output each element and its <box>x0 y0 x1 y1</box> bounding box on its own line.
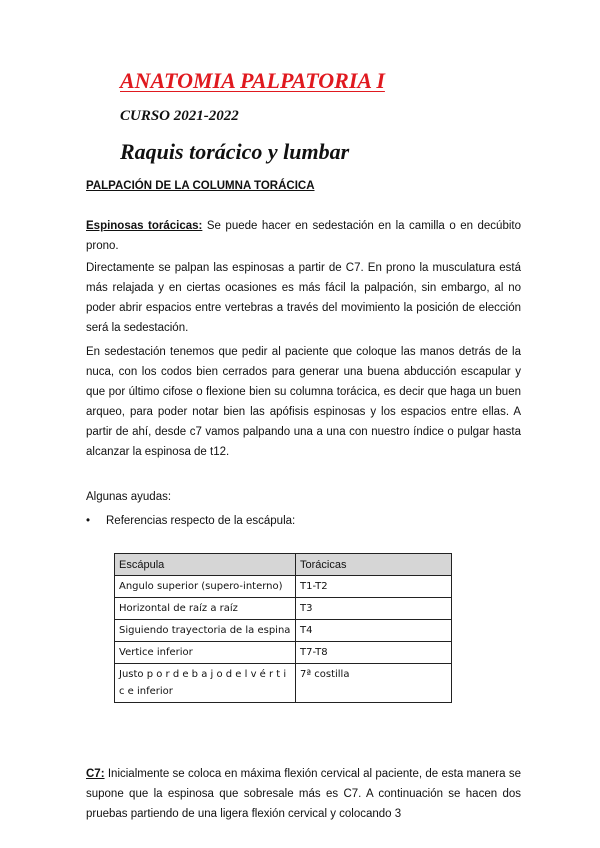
table-row <box>115 598 452 620</box>
table-row <box>115 620 452 642</box>
table-cell: Horizontal de raíz a raíz <box>115 598 296 620</box>
table-row <box>115 664 452 703</box>
table-cell: Siguiendo trayectoria de la espina <box>115 620 296 642</box>
c7-text: Inicialmente se coloca en máxima flexión cervical al paciente, de esta manera se supone que la espinosa que sobresale más es C7. A continuación se hacen dos pruebas partiendo de una ligera flexión cervical y colocando 3 <box>86 768 521 820</box>
bullet-item <box>86 511 295 531</box>
document-title: ANATOMIA PALPATORIA I <box>120 68 385 93</box>
table-row <box>115 642 452 664</box>
table-header-row <box>115 554 452 576</box>
bullet-text: Referencias respecto de la escápula: <box>106 515 296 527</box>
course-year: CURSO 2021-2022 <box>120 108 239 124</box>
table-row <box>115 576 452 598</box>
table-cell: Angulo superior (supero-interno) <box>115 576 296 598</box>
table-cell: T3 <box>296 598 452 620</box>
table-cell: T1-T2 <box>296 576 452 598</box>
espinosas-text: Se puede hacer en sedestación en la camilla o en decúbito prono. <box>86 220 521 252</box>
paragraph-espinosas <box>86 216 521 256</box>
bullet-icon: • <box>86 515 91 527</box>
table-header-escapula: Escápula <box>115 554 296 576</box>
document-subtitle: Raquis torácico y lumbar <box>120 139 350 164</box>
paragraph-palpacion: Directamente se palpan las espinosas a partir de C7. En prono la musculatura está más relajada y en ciertas ocasiones es más fácil la palpación, sin embargo, al no poder abrir espacios entre vertebras a través del movimiento la posición de elección será la sedestación. <box>86 262 521 334</box>
section-heading: PALPACIÓN DE LA COLUMNA TORÁCICA <box>86 180 315 192</box>
reference-table <box>114 553 452 703</box>
paragraph-c7 <box>86 764 521 824</box>
table-cell: Justo p o r d e b a j o d e l v é r t i c e inferior <box>115 664 296 703</box>
table-header-toracicas: Torácicas <box>296 554 452 576</box>
paragraph-sedestacion: En sedestación tenemos que pedir al paciente que coloque las manos detrás de la nuca, con los codos bien cerrados para generar una buena abducción escapular y que por último cifose o flexione bien su columna torácica, es decir que haga un buen arqueo, para poder notar bien las apófisis espinosas y los espacios entre ellas. A partir de ahí, desde c7 vamos palpando una a una con nuestro índice o pulgar hasta alcanzar la espinosa de t12. <box>86 346 521 458</box>
table-cell: T7-T8 <box>296 642 452 664</box>
table-cell: 7ª costilla <box>296 664 452 703</box>
c7-label: C7: <box>86 768 105 780</box>
table-cell: T4 <box>296 620 452 642</box>
table-cell: Vertice inferior <box>115 642 296 664</box>
espinosas-label: Espinosas torácicas: <box>86 220 203 232</box>
ayudas-label: Algunas ayudas: <box>86 491 172 503</box>
